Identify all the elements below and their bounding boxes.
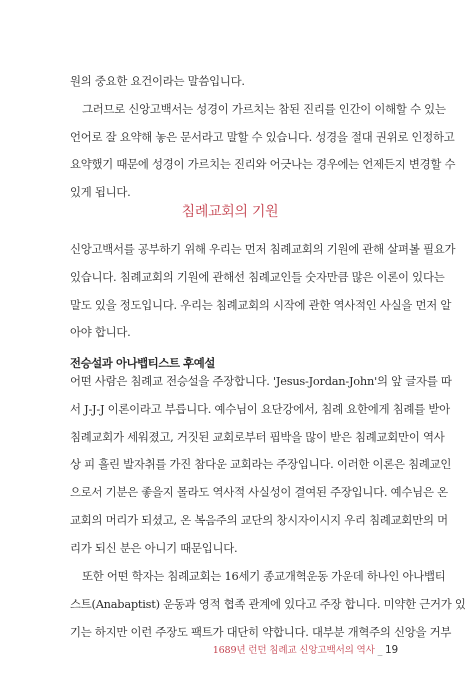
text-line: 침례교회가 세워졌고, 거짓된 교회로부터 핍박을 많이 받은 침례교회만이 역사 [70, 429, 445, 444]
anabaptist-paragraph [70, 563, 466, 646]
text-line: 말도 있을 정도입니다. 우리는 침례교회의 시작에 관한 역사적인 사실을 먼저 알 [70, 297, 452, 312]
text-line: 언어로 잘 요약해 놓은 문서라고 말할 수 있습니다. 성경을 절대 권위로 인정하고 [70, 129, 455, 144]
running-title: 1689년 런던 침례교 신앙고백서의 역사 [212, 645, 375, 656]
text-line: 상 피 흘린 발자취를 가진 참다운 교회라는 주장입니다. 이러한 이론은 침례교인 [70, 457, 452, 472]
intro-paragraphs [70, 68, 456, 207]
text-line: 리가 되신 분은 아니기 때문입니다. [70, 540, 238, 555]
section-intro-paragraph [70, 236, 456, 347]
text-line: 아야 합니다. [70, 325, 131, 340]
section-title: 침례교회의 기원 [181, 204, 279, 220]
page-number: 19 [385, 644, 398, 656]
text-line: 신앙고백서를 공부하기 위해 우리는 먼저 침례교회의 기원에 관해 살펴볼 필요가 [70, 242, 456, 256]
text-line: 또한 어떤 학자는 침례교회는 16세기 종교개혁운동 가운데 하나인 아나뱁티 [82, 569, 446, 583]
text-line: 으로서 기분은 좋을지 몰라도 역사적 사실성이 결여된 주장입니다. 예수님은 온 [70, 485, 448, 500]
footer-separator: _ [377, 645, 383, 656]
text-line: 서 J-J-J 이론이라고 부릅니다. 예수님이 요단강에서, 침례 요한에게 침례를 받아 [70, 401, 450, 416]
text-line: 어떤 사람은 침례교 전승설을 주장합니다. 'Jesus-Jordan-John'의 앞 글자를 따 [70, 374, 452, 388]
page-footer [213, 642, 398, 656]
subheading: 전승설과 아나뱁티스트 후예설 [70, 356, 215, 370]
text-line: 스트(Anabaptist) 운동과 영적 협족 관계에 있다고 주장 합니다. 미약한 근거가 있 [70, 596, 466, 611]
text-line: 원의 중요한 요건이라는 말씀입니다. [70, 74, 245, 88]
text-line: 있게 됩니다. [70, 185, 131, 200]
text-line: 요약했기 때문에 성경이 가르치는 진리와 어긋나는 경우에는 언제든지 변경할 수 [70, 157, 456, 172]
text-line: 교회의 머리가 되셨고, 온 복음주의 교단의 창시자이시지 우리 침례교회만의 머 [70, 512, 448, 527]
text-line: 있습니다. 침례교회의 기원에 관해선 침례교인들 숫자만큼 많은 이론이 있다는 [70, 269, 445, 284]
text-line: 그러므로 신앙고백서는 성경이 가르치는 참된 진리를 인간이 이해할 수 있는 [82, 101, 446, 116]
text-line: 기는 하지만 이런 주장도 팩트가 대단히 약합니다. 대부분 개혁주의 신앙을 거부 [70, 624, 452, 639]
succession-paragraph [70, 368, 452, 563]
